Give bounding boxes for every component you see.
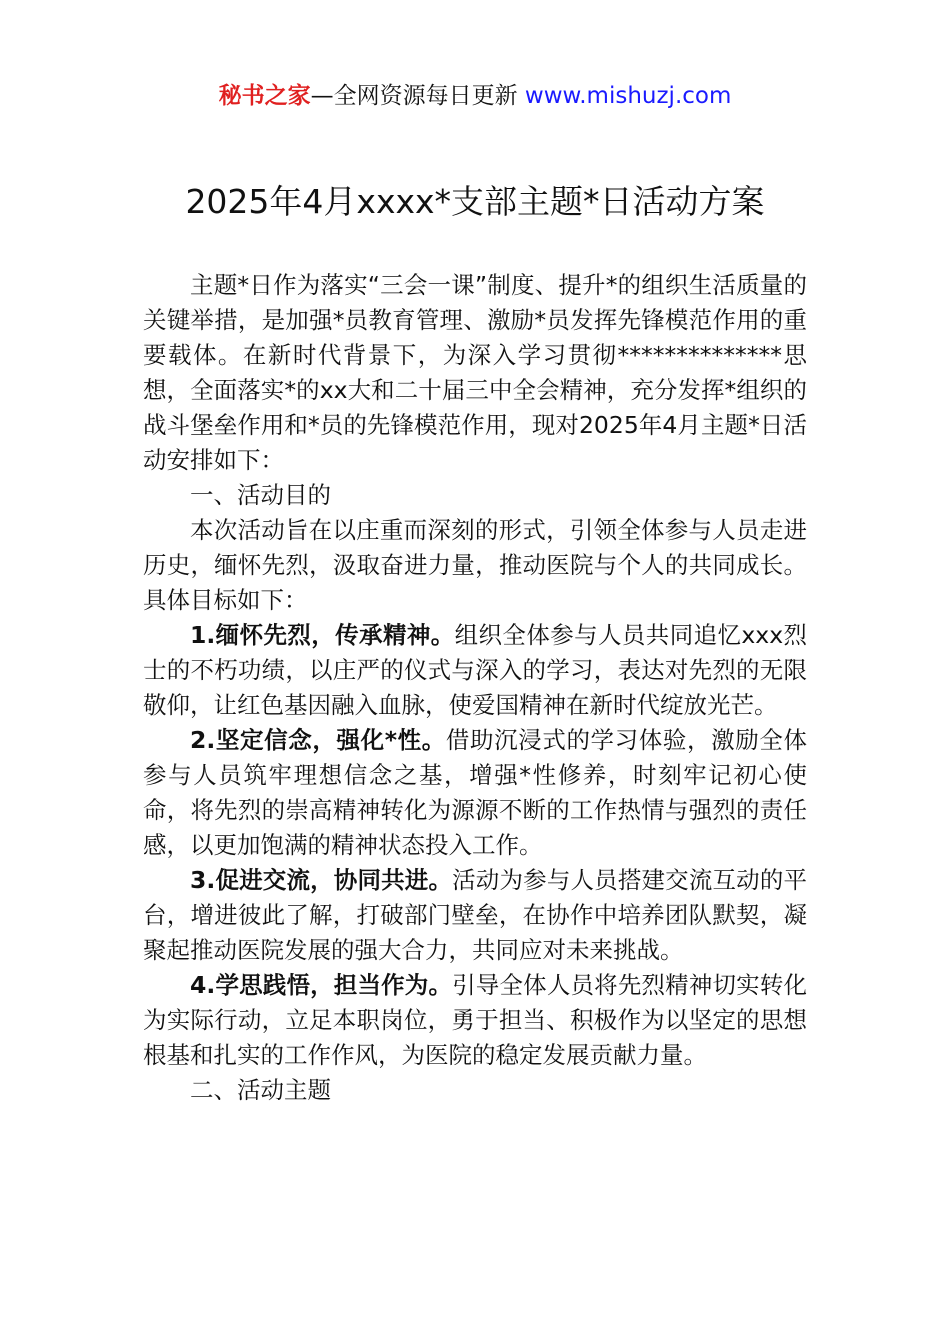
goal-text: 引导全体人员将先烈精神切实转化为实际行动，立足本职岗位，勇于担当、积极作为以坚定的思想根基和扎实的工作作风，为医院的稳定发展贡献力量。 bbox=[143, 971, 808, 1069]
section-heading-theme bbox=[143, 1073, 807, 1108]
paragraph-text: 本次活动旨在以庄重而深刻的形式，引领全体参与人员走进历史，缅怀先烈，汲取奋进力量，推动医院与个人的共同成长。具体目标如下： bbox=[143, 516, 807, 614]
site-brand: 秘书之家 bbox=[218, 83, 311, 109]
paragraph-text: 主题*日作为落实“三会一课”制度、提升*的组织生活质量的关键举措，是加强*员教育管理、激励*员发挥先锋模范作用的重要载体。在新时代背景下，为深入学习贯彻**************思想，全面落实*的xx大和二十届三中全会精神，充分发挥*组织的战斗堡垒作用和*员的先锋模范作用，现对2025年4月主题*日活动安排如下： bbox=[143, 271, 807, 474]
goal-item-2 bbox=[143, 723, 807, 863]
goal-lead: 4.学思践悟，担当作为。 bbox=[190, 971, 453, 999]
purpose-paragraph bbox=[143, 513, 807, 618]
goal-lead: 3.促进交流，协同共进。 bbox=[190, 866, 453, 894]
goal-text: 活动为参与人员搭建交流互动的平台，增进彼此了解，打破部门壁垒，在协作中培养团队默契，凝聚起推动医院发展的强大合力，共同应对未来挑战。 bbox=[143, 866, 808, 964]
section-heading-purpose bbox=[143, 478, 807, 513]
section-heading-text: 一、活动目的 bbox=[190, 481, 331, 509]
intro-paragraph bbox=[143, 268, 807, 478]
goal-item-1 bbox=[143, 618, 807, 723]
goal-item-3 bbox=[143, 863, 807, 968]
section-heading-text: 二、活动主题 bbox=[190, 1076, 331, 1104]
goal-item-4 bbox=[143, 968, 807, 1073]
document-title: 2025年4月xxxx*支部主题*日活动方案 bbox=[185, 182, 765, 221]
goal-lead: 1.缅怀先烈，传承精神。 bbox=[190, 621, 455, 649]
site-tagline: —全网资源每日更新 bbox=[310, 83, 525, 109]
goal-text: 组织全体参与人员共同追忆xxx烈士的不朽功绩，以庄严的仪式与深入的学习，表达对先烈的无限敬仰，让红色基因融入血脉，使爱国精神在新时代绽放光芒。 bbox=[143, 621, 807, 719]
site-url-link[interactable]: www.mishuzj.com bbox=[524, 83, 732, 109]
document-body bbox=[143, 268, 807, 1108]
goal-lead: 2.坚定信念，强化*性。 bbox=[190, 726, 446, 754]
goal-text: 借助沉浸式的学习体验，激励全体参与人员筑牢理想信念之基，增强*性修养，时刻牢记初心使命，将先烈的崇高精神转化为源源不断的工作热情与强烈的责任感，以更加饱满的精神状态投入工作。 bbox=[143, 726, 807, 859]
site-header bbox=[0, 80, 950, 112]
